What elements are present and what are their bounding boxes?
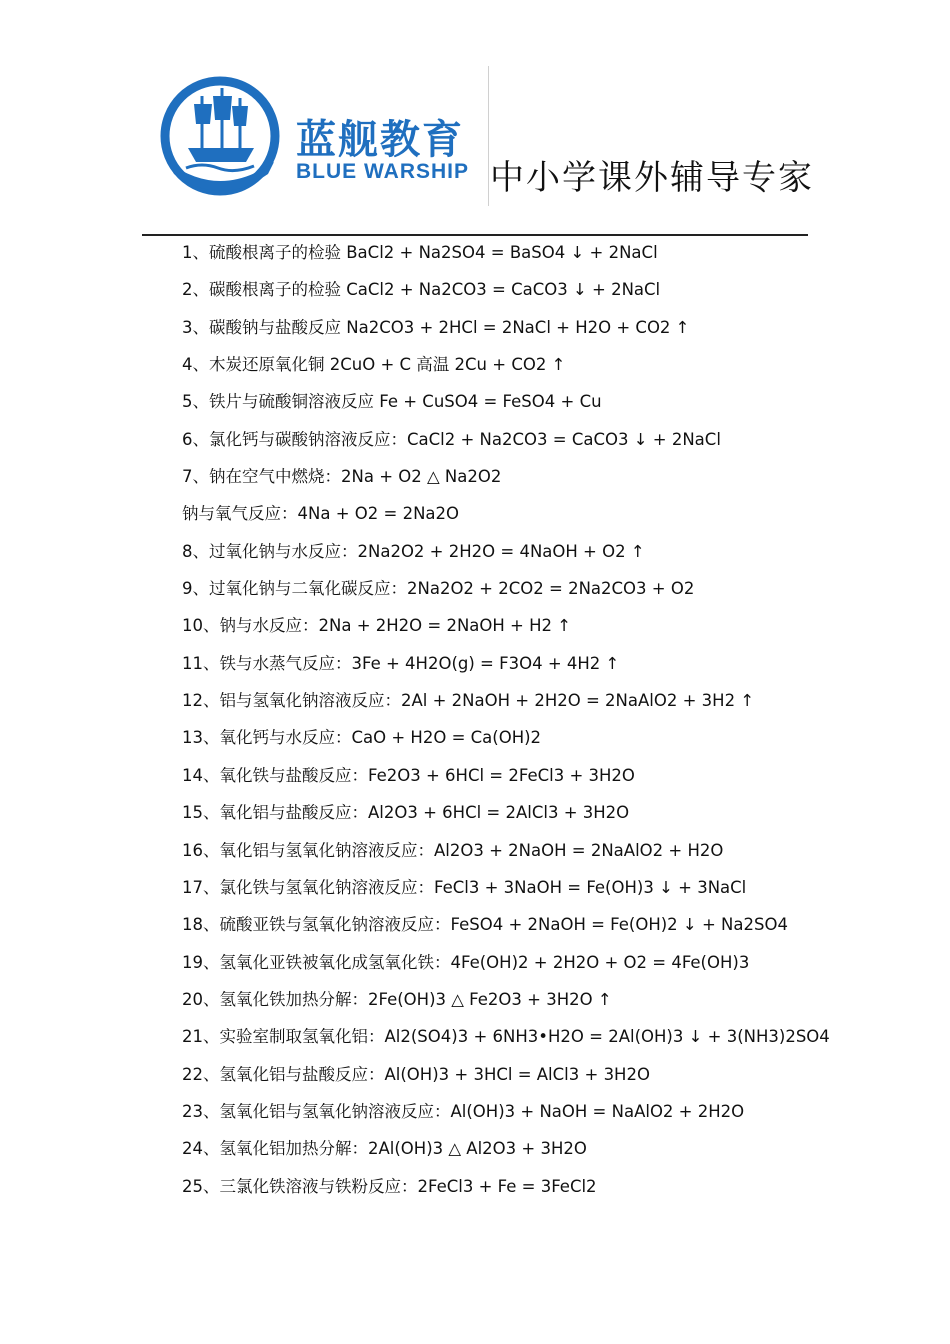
list-item: 22、氢氧化铝与盐酸反应：Al(OH)3 + 3HCl = AlCl3 + 3H2O (182, 1064, 650, 1084)
list-item: 12、铝与氢氧化钠溶液反应：2Al + 2NaOH + 2H2O = 2NaAlO2 + 3H2 ↑ (182, 691, 755, 711)
brand-name-cn: 蓝舰教育 (296, 117, 464, 163)
list-item: 4、木炭还原氧化铜 2CuO + C 高温 2Cu + CO2 ↑ (182, 355, 566, 375)
list-item: 15、氧化铝与盐酸反应：Al2O3 + 6HCl = 2AlCl3 + 3H2O (182, 803, 630, 823)
equation-list (182, 238, 942, 1209)
list-item: 6、氯化钙与碳酸钠溶液反应：CaCl2 + Na2CO3 = CaCO3 ↓ + 2NaCl (182, 429, 721, 449)
list-item: 2、碳酸根离子的检验 CaCl2 + Na2CO3 = CaCO3 ↓ + 2NaCl (182, 280, 661, 300)
list-item: 16、氧化铝与氢氧化钠溶液反应：Al2O3 + 2NaOH = 2NaAlO2 + H2O (182, 840, 724, 860)
page-header (0, 0, 950, 240)
list-item: 钠与氧气反应：4Na + O2 = 2Na2O (182, 504, 460, 524)
header-divider (488, 66, 489, 206)
list-item: 14、氧化铁与盐酸反应：Fe2O3 + 6HCl = 2FeCl3 + 3H2O (182, 765, 635, 785)
list-item: 5、铁片与硫酸铜溶液反应 Fe + CuSO4 = FeSO4 + Cu (182, 392, 602, 412)
list-item: 20、氢氧化铁加热分解：2Fe(OH)3 △ Fe2O3 + 3H2O ↑ (182, 989, 612, 1009)
list-item: 9、过氧化钠与二氧化碳反应：2Na2O2 + 2CO2 = 2Na2CO3 + O2 (182, 579, 695, 599)
brand-name-en: BLUE WARSHIP (296, 160, 470, 183)
list-item: 17、氯化铁与氢氧化钠溶液反应：FeCl3 + 3NaOH = Fe(OH)3 ↓ + 3NaCl (182, 877, 747, 897)
list-item: 13、氧化钙与水反应：CaO + H2O = Ca(OH)2 (182, 728, 542, 748)
list-item: 21、实验室制取氢氧化铝：Al2(SO4)3 + 6NH3•H2O = 2Al(OH)3 ↓ + 3(NH3)2SO4 (182, 1027, 830, 1047)
list-item: 25、三氯化铁溶液与铁粉反应：2FeCl3 + Fe = 3FeCl2 (182, 1176, 597, 1196)
list-item: 8、过氧化钠与水反应：2Na2O2 + 2H2O = 4NaOH + O2 ↑ (182, 541, 645, 561)
list-item: 3、碳酸钠与盐酸反应 Na2CO3 + 2HCl = 2NaCl + H2O + CO2 ↑ (182, 317, 690, 337)
ship-logo-icon (158, 70, 294, 202)
list-item: 7、钠在空气中燃烧：2Na + O2 △ Na2O2 (182, 467, 502, 487)
list-item: 23、氢氧化铝与氢氧化钠溶液反应：Al(OH)3 + NaOH = NaAlO2 + 2H2O (182, 1101, 745, 1121)
logo (146, 68, 488, 206)
slogan: 中小学课外辅导专家 (490, 158, 814, 198)
list-item: 18、硫酸亚铁与氢氧化钠溶液反应：FeSO4 + 2NaOH = Fe(OH)2 ↓ + Na2SO4 (182, 915, 788, 935)
list-item: 19、氢氧化亚铁被氧化成氢氧化铁：4Fe(OH)2 + 2H2O + O2 = 4Fe(OH)3 (182, 952, 750, 972)
list-item: 24、氢氧化铝加热分解：2Al(OH)3 △ Al2O3 + 3H2O (182, 1139, 587, 1159)
list-item: 10、钠与水反应：2Na + 2H2O = 2NaOH + H2 ↑ (182, 616, 572, 636)
list-item: 1、硫酸根离子的检验 BaCl2 + Na2SO4 = BaSO4 ↓ + 2NaCl (182, 243, 658, 262)
list-item: 11、铁与水蒸气反应：3Fe + 4H2O(g) = F3O4 + 4H2 ↑ (182, 653, 620, 673)
header-rule (142, 234, 808, 236)
